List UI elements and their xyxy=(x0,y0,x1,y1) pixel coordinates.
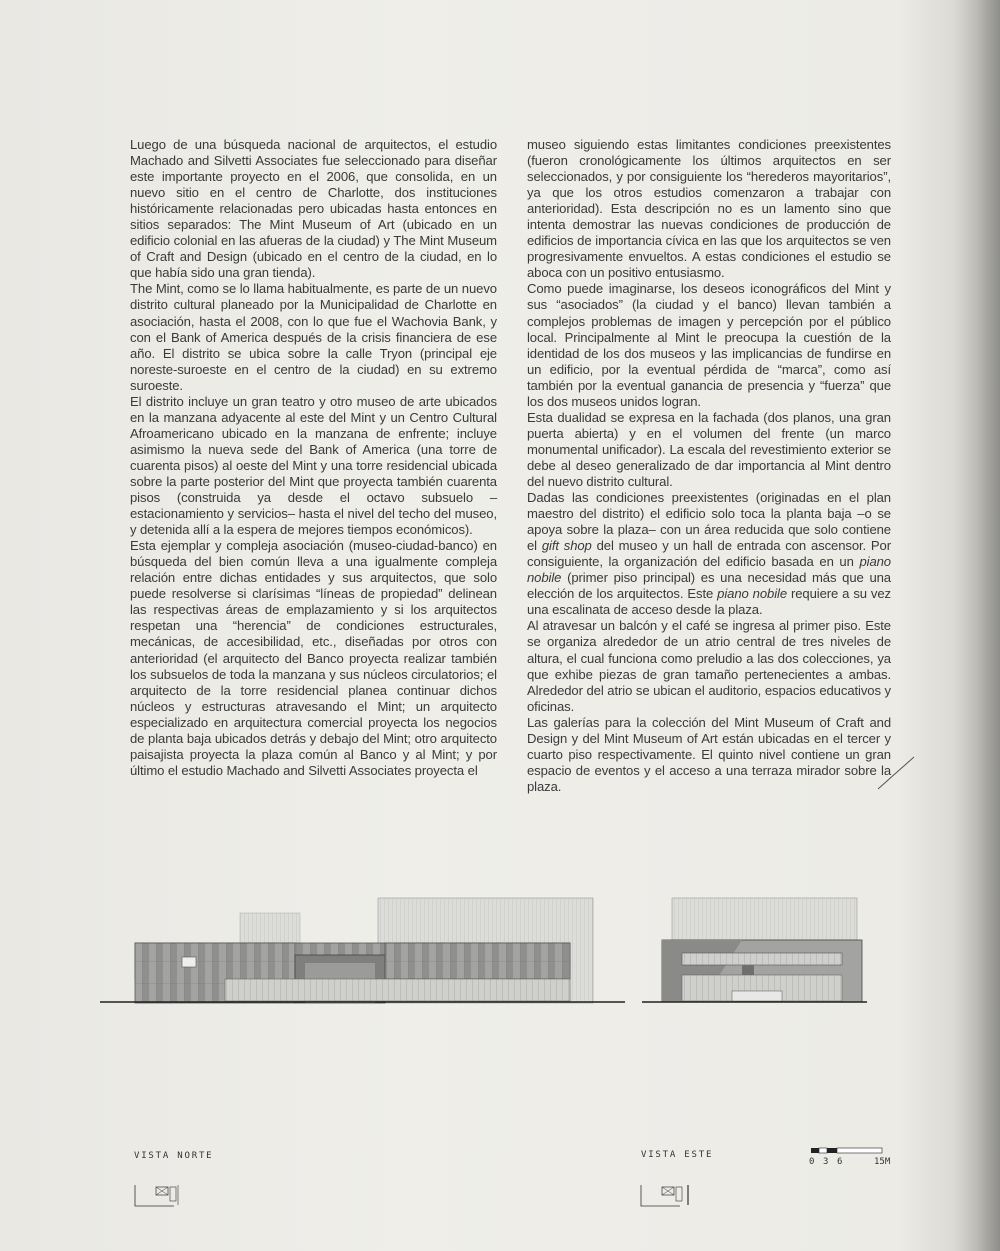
scale-label-3: 3 xyxy=(823,1157,829,1167)
caption-east-view: VISTA ESTE xyxy=(641,1150,714,1160)
ground-glazing xyxy=(225,979,570,1001)
paragraph: The Mint, como se lo llama habitualmente, es parte de un nuevo distrito cultural planeado por la Municipalidad de Charlotte en asociación, hasta el 2008, con lo que fue el Wachovia Bank, y con el Bank of America después de la crisis financiera de ese año. El distrito se ubica sobre la calle Tryon (principal eje noreste-suroeste en el centro de la ciudad) en su extremo suroeste. xyxy=(130,281,497,393)
museum-volume-right xyxy=(385,943,570,979)
background-tower xyxy=(672,898,857,940)
top-opening xyxy=(682,953,842,965)
scale-label-0: 0 xyxy=(809,1157,815,1167)
east-elevation-drawing xyxy=(642,895,867,1005)
italic-term: piano nobile xyxy=(527,554,891,586)
page-gutter-shadow xyxy=(952,0,1000,1251)
key-plan-east xyxy=(640,1183,692,1208)
end-mark-slash xyxy=(876,756,916,790)
north-elevation-drawing xyxy=(100,895,625,1005)
paragraph: El distrito incluye un gran teatro y otro museo de arte ubicados en la manzana adyacente al este del Mint y un Centro Cultural Afroamericano ubicado en la manzana de enfrente; incluye asimismo la nueva sede del Bank of America (una torre de cuarenta pisos) al oeste del Mint y una torre residencial ubicada sobre la parte posterior del Mint que proyecta también cuarenta pisos (construida ya desde el octavo subsuelo –estacionamiento y servicios– hasta el nivel del techo del museo, y detenida allí a la espera de mejores tiempos económicos). xyxy=(130,393,497,538)
entry-stair xyxy=(732,991,782,1001)
caption-north-view: VISTA NORTE xyxy=(134,1151,214,1161)
left-background-tower xyxy=(240,913,300,943)
key-plan-north xyxy=(134,1183,186,1208)
paragraph: Esta ejemplar y compleja asociación (museo-ciudad-banco) en búsqueda del bien común lleva a una igualmente compleja relación entre dichas entidades y sus arquitectos, que solo puede resolverse si clarísimas “líneas de propiedad” delinean las respectivas áreas de emplazamiento y si los arquitectos respetan una “herencia” de condiciones estructurales, mecánicas, de accesibilidad, etc., diseñadas por otros con anterioridad (el arquitecto del Banco proyecta realizar también los subsuelos de toda la manzana y sus núcleos circulatorios; el arquitecto de la torre residencial planea continuar dichos núcleos y estructuras atravesando el Mint; un arquitecto especializado en arquitectura comercial proyecta los negocios de planta baja ubicados detrás y debajo del Mint; otro arquitecto paisajista proyecta la plaza común al Banco y al Mint; y por último el estudio Machado and Silvetti Associates proyecta el xyxy=(130,538,497,778)
paragraph: Como puede imaginarse, los deseos iconográficos del Mint y sus “asociados” (la ciudad y el banco) llevan también a complejos problemas de imagen y percepción por el público local. Principalmente al Mint le preocupa la cuestión de la identidad de los dos museos y las implicancias de fundirse en un edificio, por la eventual pérdida de “marca”, como así también por la eventual ganancia de presencia y “fuerza” que los dos museos unidos logran. xyxy=(527,281,891,409)
paragraph: Al atravesar un balcón y el café se ingresa al primer piso. Este se organiza alrededor de un atrio central de tres niveles de altura, el cual funciona como preludio a las dos colecciones, ya que exhibe piezas de gran tamaño pertenecientes a ambas. Alrededor del atrio se ubican el auditorio, espacios educativos y oficinas. xyxy=(527,618,891,714)
paragraph: Esta dualidad se expresa en la fachada (dos planos, una gran puerta abierta) y en el volumen del frente (un marco monumental unificador). La escala del revestimiento exterior se debe al deseo generalizado de dar importancia al Mint dentro del nuevo distrito cultural. xyxy=(527,409,891,489)
italic-term: piano nobile xyxy=(717,586,788,602)
text-column-right xyxy=(527,137,891,795)
scale-bar xyxy=(811,1147,883,1155)
scale-label-15m: 15M xyxy=(874,1157,891,1167)
paragraph: Las galerías para la colección del Mint Museum of Craft and Design y del Mint Museum of Art están ubicadas en el tercer y cuarto piso respectivamente. El quinto nivel contiene un gran espacio de eventos y el acceso a una terraza mirador sobre la plaza. xyxy=(527,714,891,794)
paragraph: museo siguiendo estas limitantes condiciones preexistentes (fueron cronológicamente los últimos arquitectos en ser seleccionados, y por consiguiente los “herederos mayoritarios”, ya que los otros estudios comenzaron a trabajar con anterioridad). Esta descripción no es un lamento sino que intenta demostrar las nuevas condiciones de producción de edificios de importancia cívica en las que los arquitectos se ven progresivamente envueltos. A estas condiciones el estudio se aboca con un positivo entusiasmo. xyxy=(527,137,891,281)
paragraph: Dadas las condiciones preexistentes (originadas en el plan maestro del distrito) el edificio solo toca la planta baja –o se apoya sobre la plaza– con un área reducida que solo contiene el gift shop del museo y un hall de entrada con ascensor. Por consiguiente, la organización del edificio basada en un piano nobile (primer piso principal) es una necesidad más que una elección de los arquitectos. Este piano nobile requiere a su vez una escalinata de acceso desde la plaza. xyxy=(527,490,891,618)
scale-label-6: 6 xyxy=(837,1157,843,1167)
italic-term: gift shop xyxy=(541,538,592,554)
paragraph: Luego de una búsqueda nacional de arquitectos, el estudio Machado and Silvetti Associates fue seleccionado para diseñar este importante proyecto en el 2006, que consolida, en un nuevo sitio en el centro de Charlotte, dos instituciones históricamente relacionadas pero ubicadas hasta entonces en sitios separados: The Mint Museum of Art (ubicado en un edificio colonial en las afueras de la ciudad) y The Mint Museum of Craft and Design (ubicado en el centro de la ciudad, en lo que había sido una gran tienda). xyxy=(130,137,497,281)
text-column-left xyxy=(130,137,497,779)
